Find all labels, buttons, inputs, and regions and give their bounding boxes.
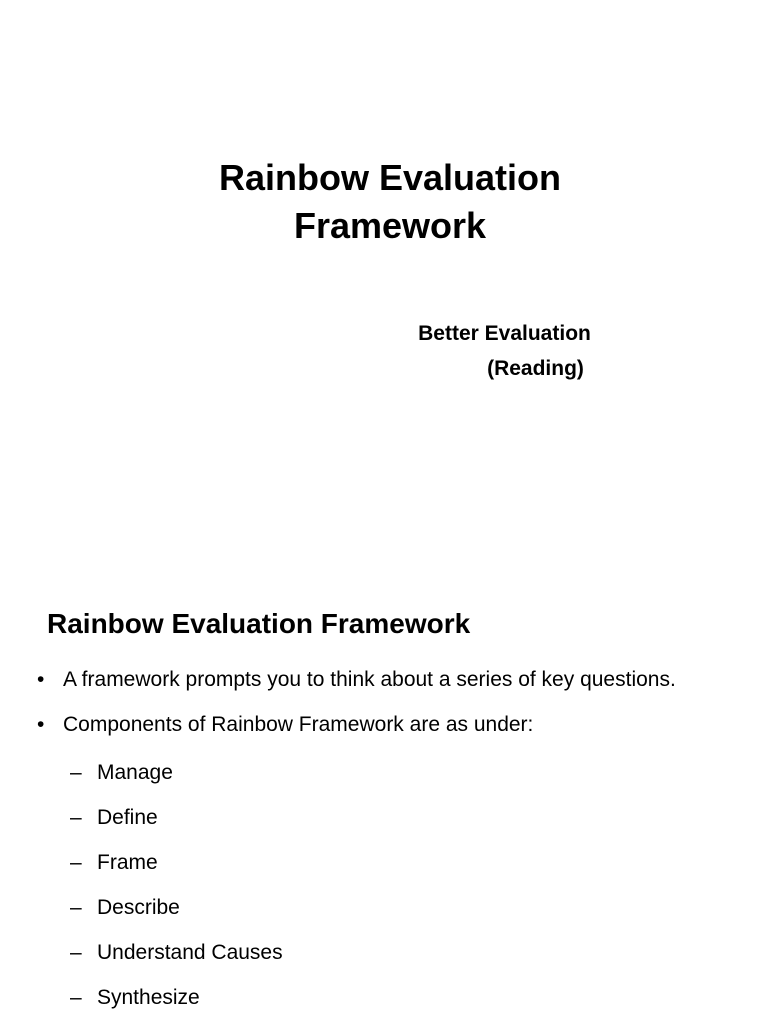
- components-list: [0, 750, 768, 1020]
- bullet-item: • A framework prompts you to think about a series of key questions.: [63, 660, 745, 700]
- component-item-manage: – Manage: [97, 750, 768, 795]
- component-item-understand-causes: – Understand Causes: [97, 930, 768, 975]
- slide-subtitle: [392, 316, 617, 386]
- slide-title-line-1: Rainbow Evaluation: [218, 157, 562, 198]
- component-item-frame: – Frame: [97, 840, 768, 885]
- component-item-define: – Define: [97, 795, 768, 840]
- slide-title-line-2: Framework: [293, 205, 487, 246]
- component-item-synthesize: – Synthesize: [97, 975, 768, 1020]
- component-item-describe: – Describe: [97, 885, 768, 930]
- content-slide: [0, 576, 768, 1024]
- slide-subtitle-line-1: Better Evaluation: [418, 322, 591, 345]
- bullet-item: • Components of Rainbow Framework are as under:: [63, 705, 745, 745]
- slide-body: [0, 660, 768, 1020]
- slide-title: [180, 154, 600, 250]
- slide-subtitle-line-2: (Reading): [487, 357, 584, 380]
- slide-heading: Rainbow Evaluation Framework: [47, 608, 471, 639]
